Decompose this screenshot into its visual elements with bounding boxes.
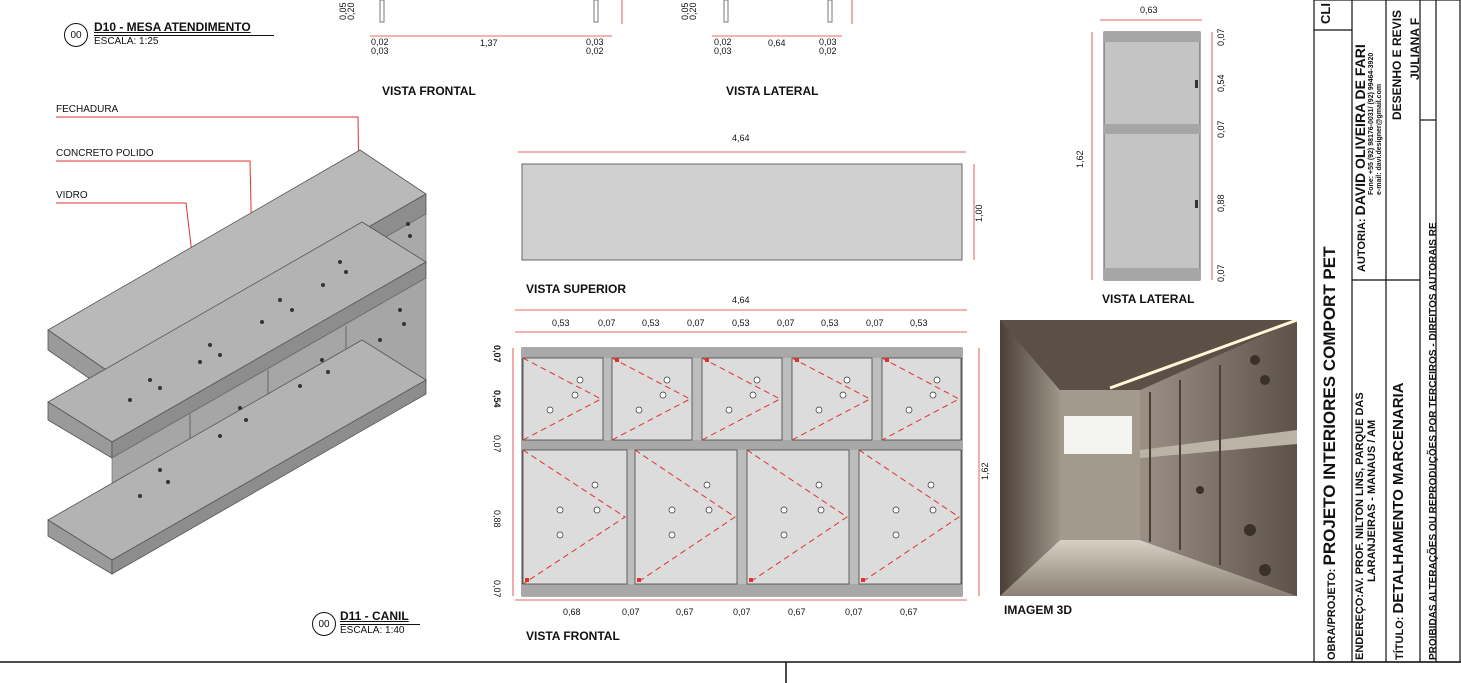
- detail-scale: ESCALA: 1:40: [340, 624, 420, 636]
- dim-v: 0,05: [680, 2, 690, 20]
- dim: 0,07: [492, 345, 502, 363]
- title-block-contact: Fone: +55 (92) 98176-0031/ (92) 99464-3920 e-mail: davi.designer@gmail.com: [1368, 52, 1383, 195]
- dim: 0,53: [732, 318, 750, 328]
- dim-v: 0,20: [346, 2, 356, 20]
- dim: 4,64: [732, 295, 750, 305]
- title-block-endereco: ENDEREÇO:AV. PROF. NILTON LINS, PARQUE DAS LARANJEIRAS - MANAUS / AM: [1354, 392, 1378, 660]
- dim: 0,88: [1216, 194, 1226, 212]
- dim: 1,00: [974, 204, 984, 222]
- dim: 0,67: [676, 607, 694, 617]
- dim-v: 0,20: [688, 2, 698, 20]
- title-block-juliana: JULIANA F: [1408, 17, 1422, 80]
- dim: 0,64: [768, 38, 786, 48]
- dim: 0,53: [642, 318, 660, 328]
- dim: 0,03 0,02: [819, 37, 837, 56]
- dim: 0,88: [492, 510, 502, 528]
- dim: 0,07: [687, 318, 705, 328]
- dim: 0,53: [821, 318, 839, 328]
- dim: 0,07: [1216, 264, 1226, 282]
- dim: 0,07: [492, 435, 502, 453]
- title-block-autoria: AUTORIA: DAVID OLIVEIRA DE FARI: [1352, 44, 1368, 272]
- label-vidro: VIDRO: [56, 190, 88, 201]
- dim: 0,02 0,03: [371, 37, 389, 56]
- dim: 0,53: [910, 318, 928, 328]
- title-block-titulo: TÍTULO: DETALHAMENTO MARCENARIA: [1390, 382, 1407, 660]
- dim: 0,07: [622, 607, 640, 617]
- dim: 0,68: [563, 607, 581, 617]
- dim: 0,07: [845, 607, 863, 617]
- view-title-lateral: VISTA LATERAL: [1102, 292, 1195, 306]
- dim: 1,62: [980, 462, 990, 480]
- dim: 0,07: [1216, 28, 1226, 46]
- dim: 0,07: [866, 318, 884, 328]
- dim: 0,03 0,02: [586, 37, 604, 56]
- title-block-desenho: DESENHO E REVIS: [1390, 9, 1404, 120]
- detail-scale: ESCALA: 1:25: [94, 35, 274, 47]
- dim: 0,02 0,03: [714, 37, 732, 56]
- view-title-frontal-top: VISTA FRONTAL: [382, 84, 476, 98]
- title-block-cliente: CLI: [1318, 3, 1333, 24]
- label-concreto-polido: CONCRETO POLIDO: [56, 148, 154, 159]
- dim: 0,07: [1216, 120, 1226, 138]
- view-title-3d: IMAGEM 3D: [1004, 603, 1073, 617]
- view-title-superior: VISTA SUPERIOR: [526, 282, 627, 296]
- dim: 0,07: [777, 318, 795, 328]
- dim: 0,63: [1140, 5, 1158, 15]
- dim: 1,62: [1075, 150, 1085, 168]
- dim: 0,53: [552, 318, 570, 328]
- dim: 4,64: [732, 133, 750, 143]
- dim: 0,67: [900, 607, 918, 617]
- dim: 0,54: [492, 390, 502, 408]
- dim: 0,07: [733, 607, 751, 617]
- label-fechadura: FECHADURA: [56, 104, 119, 115]
- dim: 1,37: [480, 38, 498, 48]
- title-block-obra: OBRA/PROJETO: PROJETO INTERIORES COMPORT PET: [1320, 246, 1339, 660]
- title-block-proibidas: PROIBIDAS ALTERAÇÕES OU REPRODUÇÕES POR TERCEIROS - DIREITOS AUTORAIS RE: [1428, 222, 1439, 660]
- detail-number-circle: 00: [64, 23, 88, 47]
- view-title-frontal: VISTA FRONTAL: [526, 629, 620, 643]
- dim-v: 0,05: [338, 2, 348, 20]
- dim: 0,54: [1216, 74, 1226, 92]
- detail-title: D11 - CANIL: [340, 609, 409, 623]
- detail-title: D10 - MESA ATENDIMENTO: [94, 20, 251, 34]
- dim: 0,07: [598, 318, 616, 328]
- dim: 0,07: [492, 580, 502, 598]
- dim: 0,67: [788, 607, 806, 617]
- view-title-lateral-top: VISTA LATERAL: [726, 84, 819, 98]
- detail-number-circle: 00: [312, 612, 336, 636]
